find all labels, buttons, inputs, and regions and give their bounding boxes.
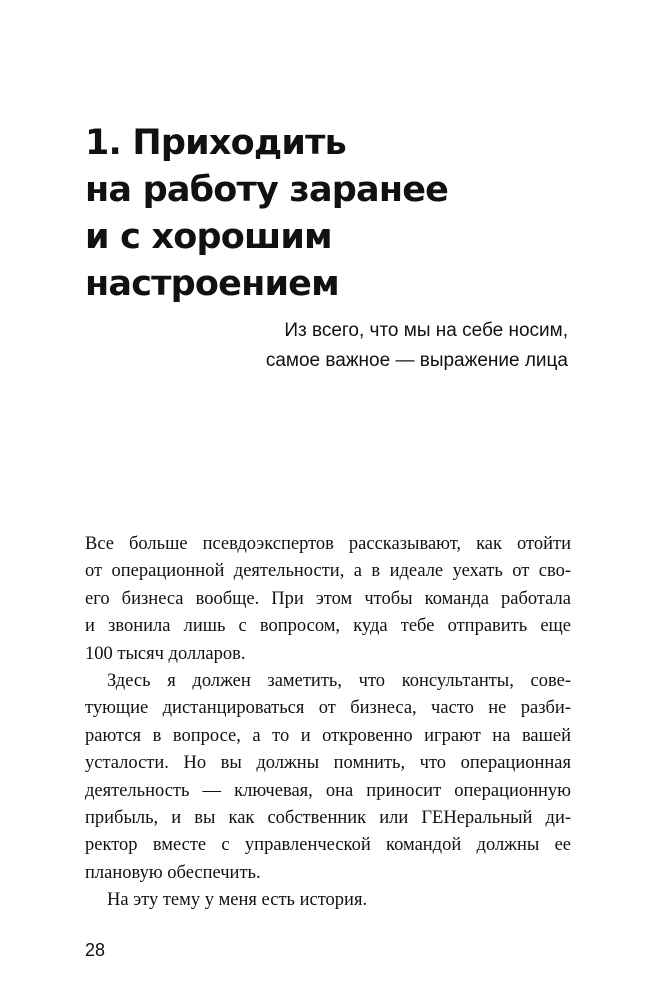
text-line: На эту тему у меня есть история. — [107, 890, 368, 911]
text-line: Здесь я должен заметить, что консультанты, сове- — [107, 671, 571, 692]
paragraph — [85, 668, 571, 887]
paragraph — [85, 887, 571, 914]
epigraph — [148, 316, 568, 376]
chapter-title-line: на работу заранее — [85, 170, 449, 210]
chapter-title — [85, 120, 565, 308]
text-line: ректор вместе с управленческой командой должны ее — [85, 835, 571, 856]
epigraph-line: самое важное — выражение лица — [265, 350, 568, 371]
epigraph-line: Из всего, что мы на себе носим, — [284, 320, 568, 341]
page-number: 28 — [85, 940, 106, 960]
text-line: усталости. Но вы должны помнить, что операционная — [85, 753, 571, 774]
text-line: его бизнеса вообще. При этом чтобы команда работала — [85, 588, 571, 609]
text-line: плановую обеспечить. — [85, 862, 261, 883]
chapter-title-line: настроением — [85, 264, 339, 304]
chapter-title-line: 1. Приходить — [85, 123, 346, 163]
text-line: Все больше псевдоэкспертов рассказывают, как отойти — [85, 534, 571, 554]
body-text — [85, 531, 571, 915]
text-line: и звонила лишь с вопросом, куда тебе отправить еще — [85, 616, 571, 637]
text-line: 100 тысяч долларов. — [85, 643, 246, 664]
text-line: раются в вопросе, а то и откровенно играют на вашей — [85, 725, 571, 746]
text-line: прибыль, и вы как собственник или ГЕНеральный ди- — [85, 808, 571, 829]
text-line: от операционной деятельности, а в идеале уехать от сво- — [85, 561, 571, 582]
text-line: деятельность — ключевая, она приносит операционную — [85, 780, 571, 801]
paragraph — [85, 531, 571, 668]
text-line: тующие дистанцироваться от бизнеса, часто не разби- — [85, 698, 571, 719]
chapter-title-line: и с хорошим — [85, 217, 332, 257]
